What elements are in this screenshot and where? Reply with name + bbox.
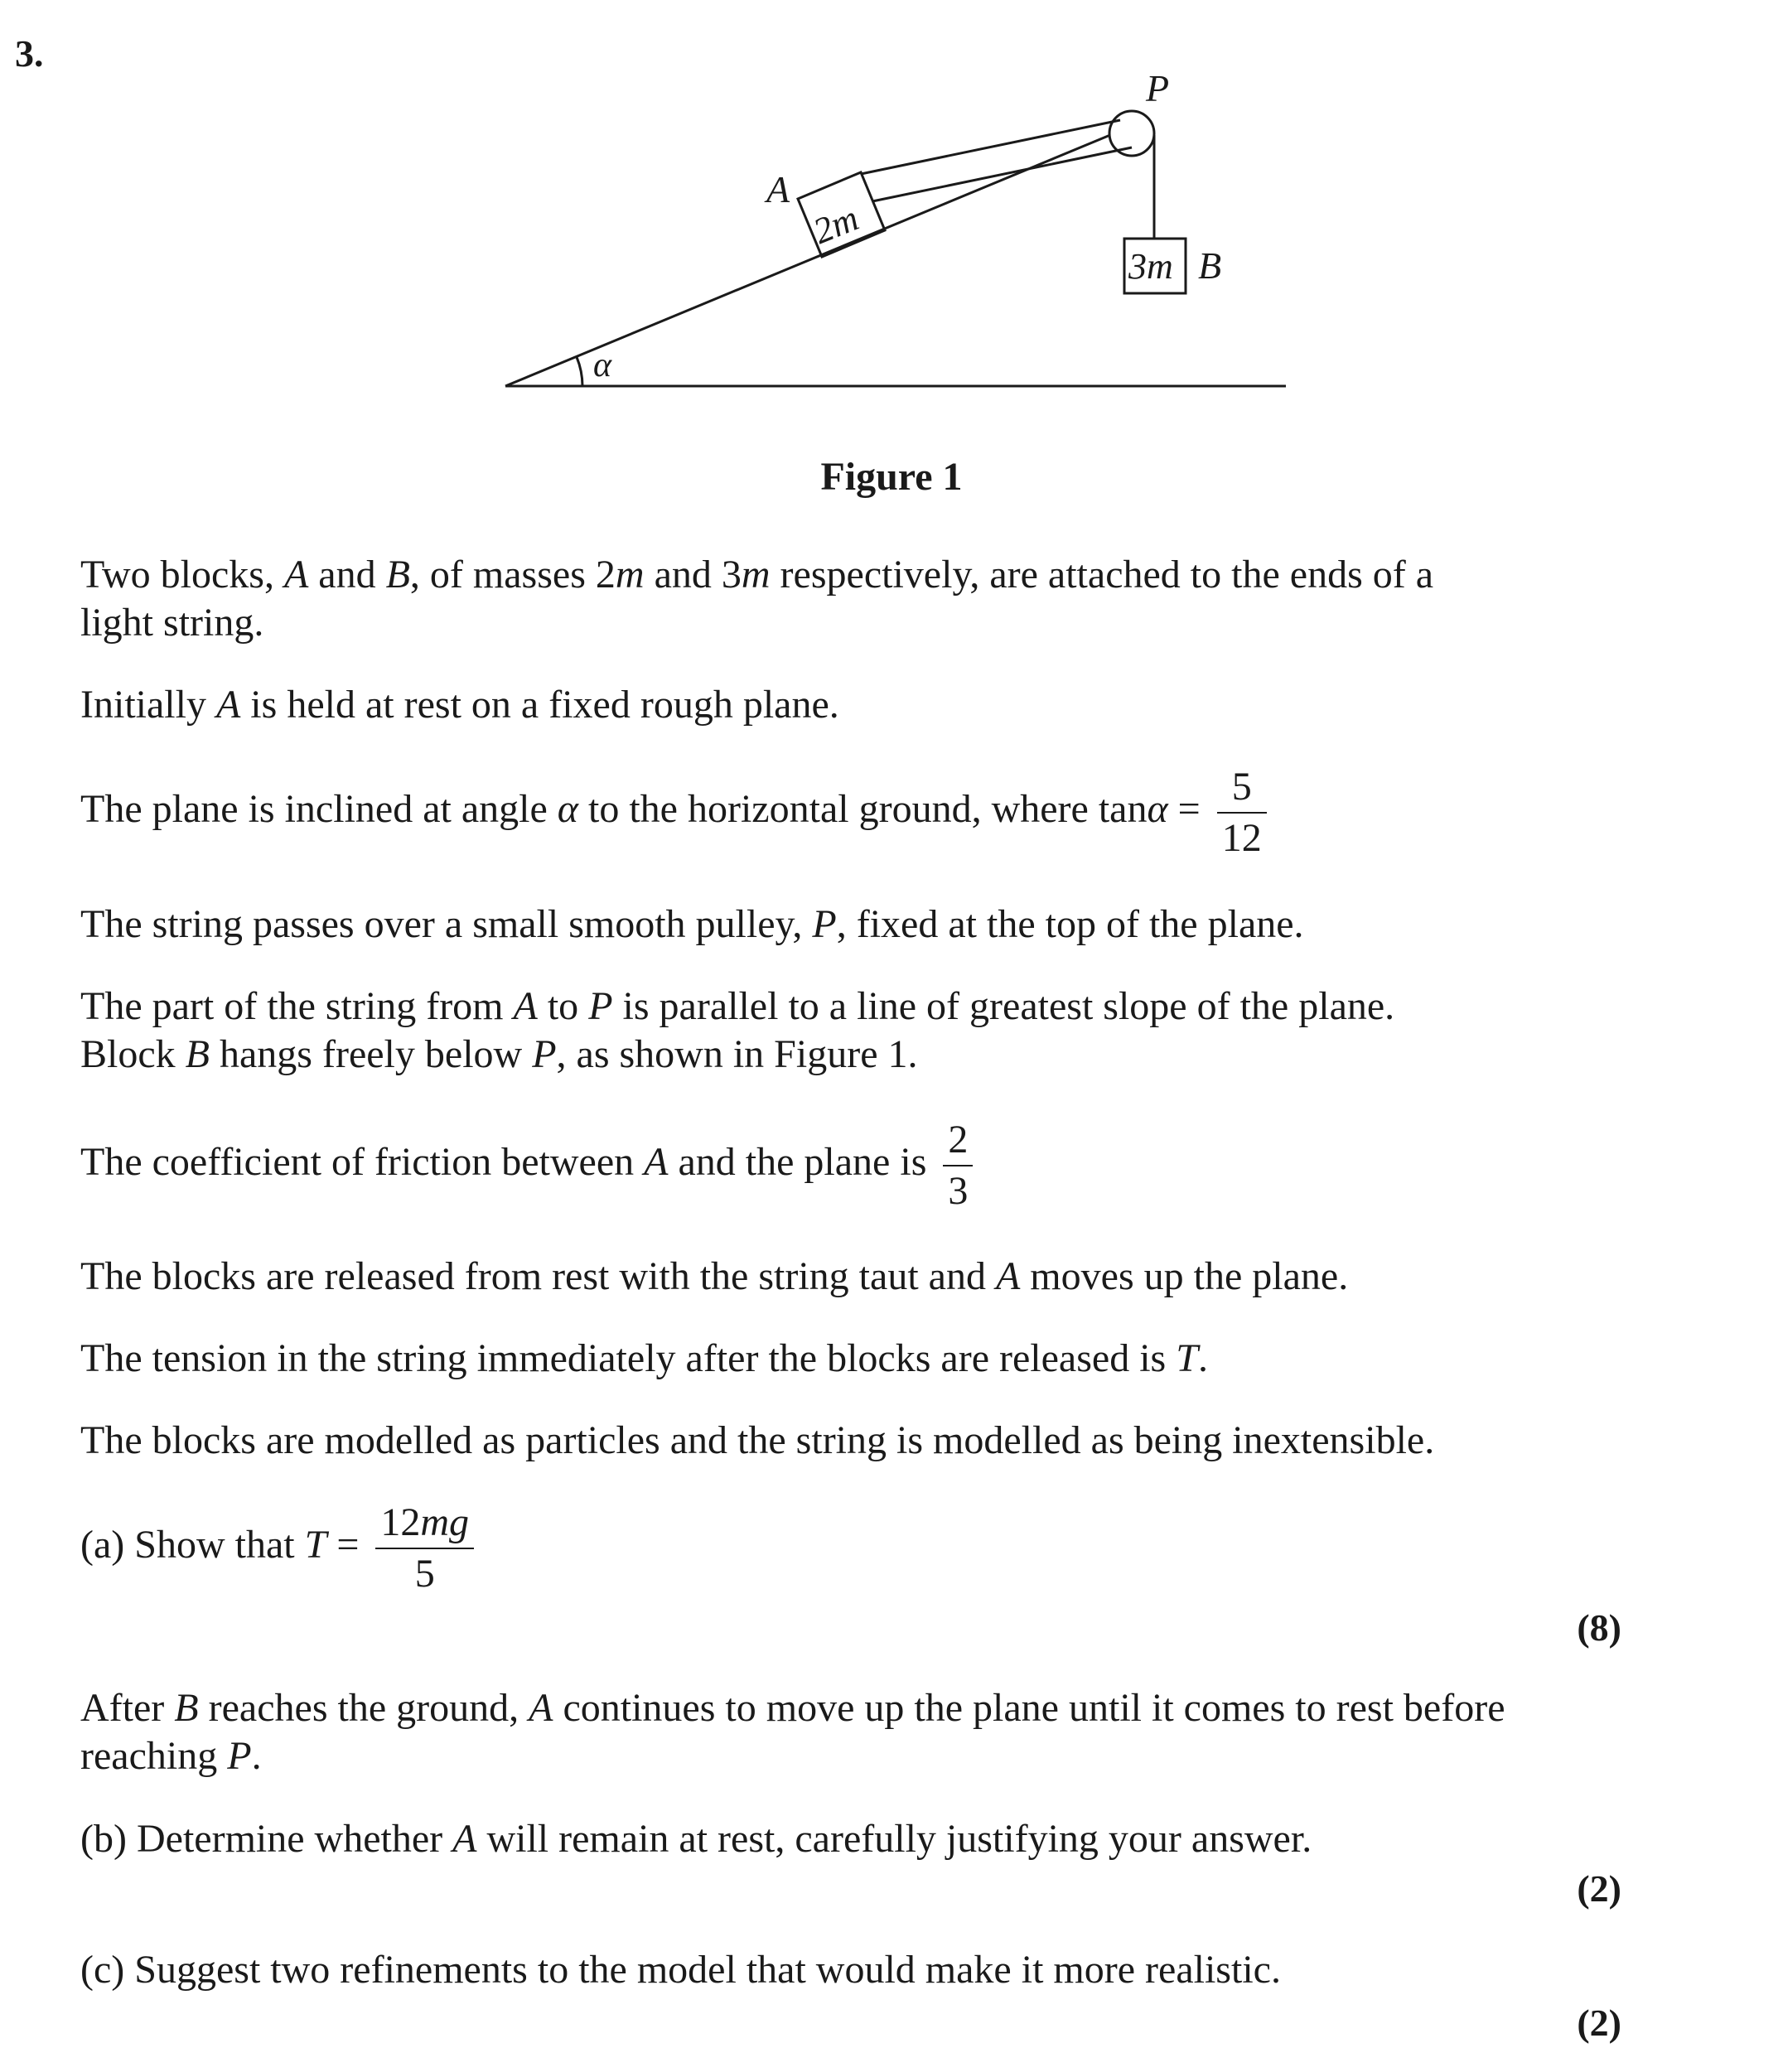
block-a-mass: 2m <box>807 197 864 253</box>
part-b-marks: (2) <box>1577 1867 1621 1910</box>
part-b-question: (b) Determine whether A will remain at rest, carefully justifying your answer. <box>80 1817 1312 1861</box>
tension-fraction: $\frac{12mg}{5}$ <box>375 1498 474 1599</box>
block-b-mass: 3m <box>1128 246 1173 287</box>
figure-caption: Figure 1 <box>820 455 963 499</box>
paragraph-masses: Two blocks, A and B, of masses 2m and 3m respectively, are attached to the ends of a light string. <box>80 553 1434 645</box>
angle-arc <box>577 357 582 386</box>
figure-1-diagram <box>0 0 1783 431</box>
part-c-marks: (2) <box>1577 2002 1621 2044</box>
angle-label: α <box>593 346 612 384</box>
label-block-b: B <box>1198 244 1222 287</box>
part-c-question: (c) Suggest two refinements to the model that would make it more realistic. <box>80 1948 1281 1992</box>
label-block-a: A <box>766 168 790 210</box>
label-pulley: P <box>1146 67 1170 109</box>
paragraph-incline-angle: The plane is inclined at angle α to the horizontal ground, where tanα = $\frac{5}{12}$ <box>80 762 1273 863</box>
tan-alpha-fraction: $\frac{5}{12}$ <box>1217 762 1267 863</box>
paragraph-after-ground: After B reaches the ground, A continues to move up the plane until it comes to rest before reaching P. <box>80 1686 1505 1778</box>
paragraph-modelling: The blocks are modelled as particles and the string is modelled as being inextensible. <box>80 1418 1435 1462</box>
friction-fraction: $\frac{2}{3}$ <box>943 1115 973 1216</box>
part-a-question: (a) Show that T = $\frac{12mg}{5}$ <box>80 1498 481 1599</box>
paragraph-friction: The coefficient of friction between A and the plane is $\frac{2}{3}$ <box>80 1115 979 1216</box>
paragraph-tension: The tension in the string immediately after the blocks are released is T. <box>80 1336 1208 1380</box>
paragraph-initial-rest: Initially A is held at rest on a fixed rough plane. <box>80 683 839 727</box>
pulley-p <box>1109 111 1154 156</box>
question-number: 3. <box>15 32 44 75</box>
paragraph-release: The blocks are released from rest with the string taut and A moves up the plane. <box>80 1254 1349 1298</box>
part-a-marks: (8) <box>1577 1606 1621 1649</box>
string-lower <box>872 147 1132 201</box>
paragraph-string-parallel: The part of the string from A to P is parallel to a line of greatest slope of the plane. Block B hangs freely below P, as shown in Figure 1. <box>80 984 1395 1076</box>
paragraph-pulley: The string passes over a small smooth pulley, P, fixed at the top of the plane. <box>80 902 1304 946</box>
